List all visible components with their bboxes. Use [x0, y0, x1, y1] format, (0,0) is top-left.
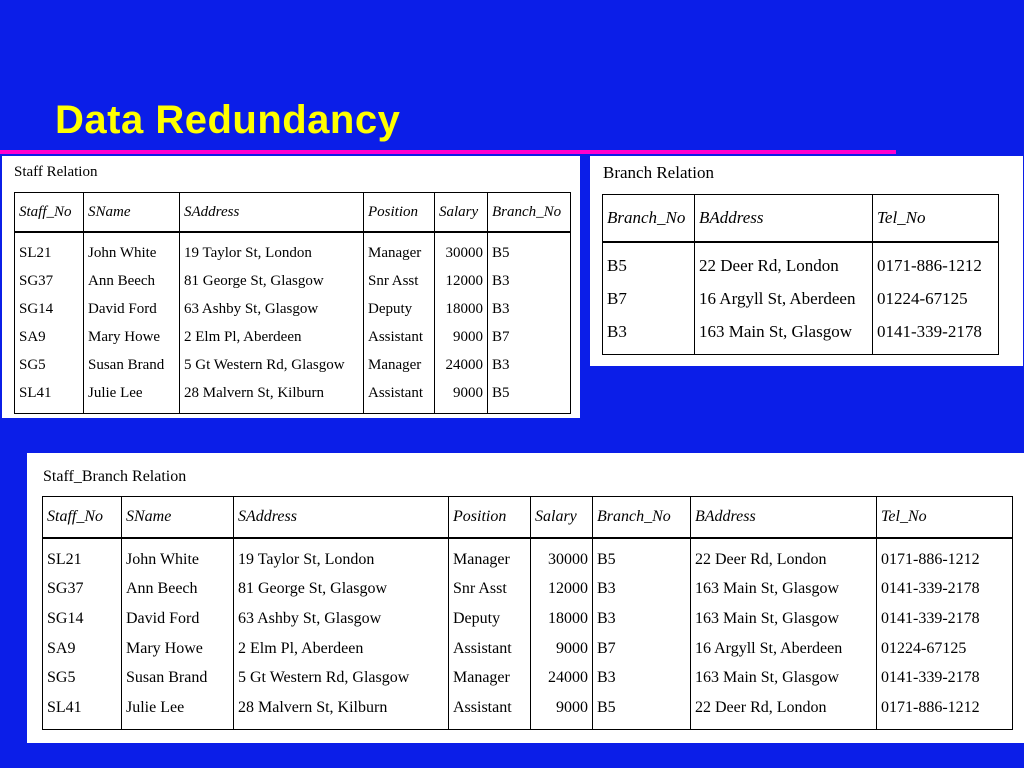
- branch-relation-table: [602, 194, 999, 355]
- table-cell: 19 Taylor St, London: [180, 232, 364, 267]
- staff-branch-relation-table: [42, 496, 1013, 730]
- table-cell: 0141-339-2178: [877, 663, 1013, 693]
- table-cell: Susan Brand: [84, 351, 180, 379]
- table-cell: 18000: [435, 295, 488, 323]
- table-cell: 0141-339-2178: [877, 575, 1013, 605]
- slide-title: Data Redundancy: [55, 98, 401, 142]
- branch-relation-panel: [590, 156, 1023, 366]
- table-row: [15, 295, 571, 323]
- table-cell: 9000: [531, 634, 593, 664]
- table-cell: 24000: [531, 663, 593, 693]
- table-row: [15, 323, 571, 351]
- table-cell: Manager: [449, 663, 531, 693]
- table-cell: Snr Asst: [364, 267, 435, 295]
- table-cell: 24000: [435, 351, 488, 379]
- table-cell: B5: [488, 232, 571, 267]
- table-cell: 63 Ashby St, Glasgow: [180, 295, 364, 323]
- table-cell: 9000: [531, 693, 593, 729]
- table-cell: 12000: [435, 267, 488, 295]
- table-cell: 163 Main St, Glasgow: [695, 315, 873, 355]
- column-header: Position: [449, 497, 531, 539]
- column-header: Position: [364, 193, 435, 233]
- table-cell: 28 Malvern St, Kilburn: [180, 379, 364, 414]
- table-cell: B5: [593, 693, 691, 729]
- table-cell: B3: [603, 315, 695, 355]
- table-cell: John White: [122, 538, 234, 575]
- table-cell: Julie Lee: [122, 693, 234, 729]
- table-cell: 0171-886-1212: [877, 693, 1013, 729]
- table-cell: SA9: [15, 323, 84, 351]
- table-cell: 01224-67125: [873, 282, 999, 315]
- column-header: SName: [84, 193, 180, 233]
- table-row: [15, 267, 571, 295]
- table-cell: Manager: [364, 351, 435, 379]
- column-header: Tel_No: [873, 195, 999, 243]
- table-cell: B3: [593, 663, 691, 693]
- table-cell: 9000: [435, 323, 488, 351]
- table-cell: 2 Elm Pl, Aberdeen: [234, 634, 449, 664]
- table-header-row: [603, 195, 999, 243]
- column-header: Salary: [435, 193, 488, 233]
- table-cell: 30000: [435, 232, 488, 267]
- table-cell: 9000: [435, 379, 488, 414]
- table-cell: B3: [488, 295, 571, 323]
- title-underline: [0, 150, 896, 154]
- table-cell: 12000: [531, 575, 593, 605]
- table-cell: SG5: [43, 663, 122, 693]
- table-cell: 19 Taylor St, London: [234, 538, 449, 575]
- table-cell: Manager: [364, 232, 435, 267]
- table-row: [603, 242, 999, 282]
- table-cell: 2 Elm Pl, Aberdeen: [180, 323, 364, 351]
- table-row: [15, 351, 571, 379]
- column-header: SName: [122, 497, 234, 539]
- table-row: [15, 232, 571, 267]
- table-cell: 163 Main St, Glasgow: [691, 575, 877, 605]
- staff-relation-table: [14, 192, 571, 414]
- table-cell: David Ford: [84, 295, 180, 323]
- column-header: Tel_No: [877, 497, 1013, 539]
- table-row: [43, 575, 1013, 605]
- column-header: BAddress: [691, 497, 877, 539]
- table-header-row: [15, 193, 571, 233]
- table-cell: B3: [593, 575, 691, 605]
- table-row: [43, 663, 1013, 693]
- table-cell: John White: [84, 232, 180, 267]
- column-header: Staff_No: [15, 193, 84, 233]
- table-row: [15, 379, 571, 414]
- table-cell: SG14: [15, 295, 84, 323]
- table-cell: 0141-339-2178: [877, 604, 1013, 634]
- staff-relation-title: Staff Relation: [14, 164, 98, 180]
- table-cell: 0171-886-1212: [873, 242, 999, 282]
- staff-relation-panel: [2, 156, 580, 418]
- table-cell: Assistant: [449, 693, 531, 729]
- table-cell: Deputy: [449, 604, 531, 634]
- column-header: SAddress: [180, 193, 364, 233]
- table-cell: 22 Deer Rd, London: [691, 693, 877, 729]
- table-cell: 01224-67125: [877, 634, 1013, 664]
- table-cell: B5: [593, 538, 691, 575]
- table-cell: SL41: [43, 693, 122, 729]
- table-row: [43, 634, 1013, 664]
- table-cell: 163 Main St, Glasgow: [691, 663, 877, 693]
- table-cell: 81 George St, Glasgow: [180, 267, 364, 295]
- column-header: Staff_No: [43, 497, 122, 539]
- table-cell: Assistant: [364, 379, 435, 414]
- branch-relation-title: Branch Relation: [603, 163, 714, 182]
- table-cell: SG5: [15, 351, 84, 379]
- table-cell: B7: [593, 634, 691, 664]
- table-cell: 0141-339-2178: [873, 315, 999, 355]
- table-cell: Snr Asst: [449, 575, 531, 605]
- table-cell: 0171-886-1212: [877, 538, 1013, 575]
- table-row: [43, 604, 1013, 634]
- table-cell: 63 Ashby St, Glasgow: [234, 604, 449, 634]
- table-cell: SA9: [43, 634, 122, 664]
- table-cell: SG37: [43, 575, 122, 605]
- table-cell: B7: [603, 282, 695, 315]
- staff-branch-relation-title: Staff_Branch Relation: [43, 468, 187, 485]
- table-cell: B3: [488, 351, 571, 379]
- table-cell: SL41: [15, 379, 84, 414]
- table-header-row: [43, 497, 1013, 539]
- table-cell: Assistant: [364, 323, 435, 351]
- table-cell: Ann Beech: [84, 267, 180, 295]
- column-header: Branch_No: [593, 497, 691, 539]
- table-cell: 28 Malvern St, Kilburn: [234, 693, 449, 729]
- table-cell: SL21: [43, 538, 122, 575]
- table-cell: Ann Beech: [122, 575, 234, 605]
- table-cell: Deputy: [364, 295, 435, 323]
- table-cell: Manager: [449, 538, 531, 575]
- table-cell: B5: [603, 242, 695, 282]
- table-cell: B3: [593, 604, 691, 634]
- table-cell: SG14: [43, 604, 122, 634]
- table-cell: B5: [488, 379, 571, 414]
- table-cell: 163 Main St, Glasgow: [691, 604, 877, 634]
- table-cell: SL21: [15, 232, 84, 267]
- table-cell: 16 Argyll St, Aberdeen: [695, 282, 873, 315]
- table-cell: 5 Gt Western Rd, Glasgow: [180, 351, 364, 379]
- table-cell: 22 Deer Rd, London: [695, 242, 873, 282]
- table-cell: 18000: [531, 604, 593, 634]
- table-cell: Susan Brand: [122, 663, 234, 693]
- table-cell: 5 Gt Western Rd, Glasgow: [234, 663, 449, 693]
- table-cell: David Ford: [122, 604, 234, 634]
- table-cell: 22 Deer Rd, London: [691, 538, 877, 575]
- table-cell: 16 Argyll St, Aberdeen: [691, 634, 877, 664]
- table-cell: Mary Howe: [122, 634, 234, 664]
- column-header: BAddress: [695, 195, 873, 243]
- table-cell: SG37: [15, 267, 84, 295]
- table-cell: 81 George St, Glasgow: [234, 575, 449, 605]
- table-cell: Assistant: [449, 634, 531, 664]
- table-cell: 30000: [531, 538, 593, 575]
- table-cell: B3: [488, 267, 571, 295]
- column-header: Branch_No: [488, 193, 571, 233]
- table-row: [43, 538, 1013, 575]
- column-header: SAddress: [234, 497, 449, 539]
- column-header: Salary: [531, 497, 593, 539]
- table-cell: B7: [488, 323, 571, 351]
- table-cell: Mary Howe: [84, 323, 180, 351]
- column-header: Branch_No: [603, 195, 695, 243]
- staff-branch-relation-panel: [27, 453, 1024, 743]
- table-cell: Julie Lee: [84, 379, 180, 414]
- table-row: [603, 282, 999, 315]
- table-row: [43, 693, 1013, 729]
- table-row: [603, 315, 999, 355]
